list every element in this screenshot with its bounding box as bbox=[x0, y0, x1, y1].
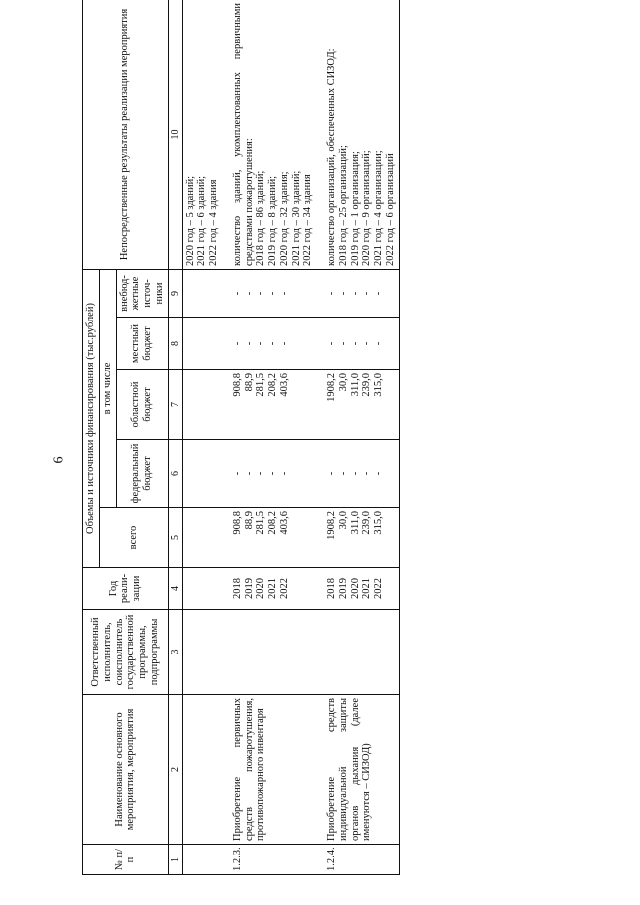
col-number: 1 bbox=[168, 845, 182, 875]
extrabudget-cell: - - - - - bbox=[230, 269, 324, 317]
local-cell: - - - - - bbox=[324, 318, 399, 370]
federal-cell: - - - - - bbox=[230, 440, 324, 508]
header-extrabudget: внебюд-жетные источ-ники bbox=[116, 269, 168, 317]
table-row bbox=[230, 0, 324, 875]
years-cell: 2018 2019 2020 2021 2022 bbox=[324, 568, 399, 610]
table-row bbox=[324, 0, 399, 875]
result-cell-continuation bbox=[182, 0, 230, 269]
table-row-continuation bbox=[182, 0, 230, 875]
header-no: № п/п bbox=[83, 845, 169, 875]
total-cell: 908,8 88,9 281,5 208,2 403,6 bbox=[230, 508, 324, 568]
header-executor: Ответственный исполнитель, соисполнитель государственной программы, подпрограммы bbox=[83, 610, 169, 695]
header-local: местный бюджет bbox=[116, 318, 168, 370]
regional-cell: 908,8 88,9 281,5 208,2 403,6 bbox=[230, 370, 324, 440]
local-cell: - - - - - bbox=[230, 318, 324, 370]
executor-cell bbox=[230, 610, 324, 695]
row-number: 1.2.3. bbox=[230, 845, 324, 875]
header-including: в том числе bbox=[99, 269, 116, 507]
page-number: 6 bbox=[51, 456, 67, 464]
header-financing: Объемы и источники финансирования (тыс.рублей) bbox=[83, 269, 100, 567]
header-result: Непосредственные результаты реализации мероприятия bbox=[83, 0, 169, 269]
col-number: 2 bbox=[168, 695, 182, 845]
federal-cell: - - - - - bbox=[324, 440, 399, 508]
result-cell: количество зданий, укомплектованных первичными средствами пожаротушения: 2018 год – 86 зданий; 2019 год – 8 зданий; 2020 год – 32 здания; 2021 год – 30 зданий; 2022 год – 34 здания bbox=[230, 0, 324, 269]
col-number: 5 bbox=[168, 508, 182, 568]
activity-name: Приобретение первичных средств пожаротушения, противопожарного инвентаря bbox=[230, 695, 324, 845]
result-line: 2022 год – 4 здания bbox=[208, 179, 220, 266]
col-number: 6 bbox=[168, 440, 182, 508]
col-number: 7 bbox=[168, 370, 182, 440]
executor-cell bbox=[324, 610, 399, 695]
result-line: 2020 год – 5 зданий; bbox=[184, 175, 196, 266]
header-year: Год реали-зации bbox=[83, 568, 169, 610]
header-name: Наименование основного мероприятия, мероприятия bbox=[83, 695, 169, 845]
header-total: всего bbox=[99, 508, 168, 568]
col-number: 8 bbox=[168, 318, 182, 370]
regional-cell: 1908,2 30,0 311,0 239,0 315,0 bbox=[324, 370, 399, 440]
col-number: 4 bbox=[168, 568, 182, 610]
activity-name: Приобретение средств индивидуальной защиты органов дыхания (далее именуются – СИЗОД) bbox=[324, 695, 399, 845]
col-number: 10 bbox=[168, 0, 182, 269]
financing-table bbox=[82, 0, 400, 875]
header-federal: федеральный бюджет bbox=[116, 440, 168, 508]
total-cell: 1908,2 30,0 311,0 239,0 315,0 bbox=[324, 508, 399, 568]
result-cell: количество организаций, обеспеченных СИЗОД: 2018 год – 25 организаций; 2019 год – 1 организация; 2020 год – 9 организаций; 2021 год – 4 организации; 2022 год – 6 организаций bbox=[324, 0, 399, 269]
col-number: 9 bbox=[168, 269, 182, 317]
extrabudget-cell: - - - - - bbox=[324, 269, 399, 317]
row-number: 1.2.4. bbox=[324, 845, 399, 875]
result-line: 2021 год – 6 зданий; bbox=[196, 175, 208, 266]
years-cell: 2018 2019 2020 2021 2022 bbox=[230, 568, 324, 610]
rotated-table-wrapper bbox=[82, 0, 537, 875]
header-regional: областной бюджет bbox=[116, 370, 168, 440]
col-number: 3 bbox=[168, 610, 182, 695]
